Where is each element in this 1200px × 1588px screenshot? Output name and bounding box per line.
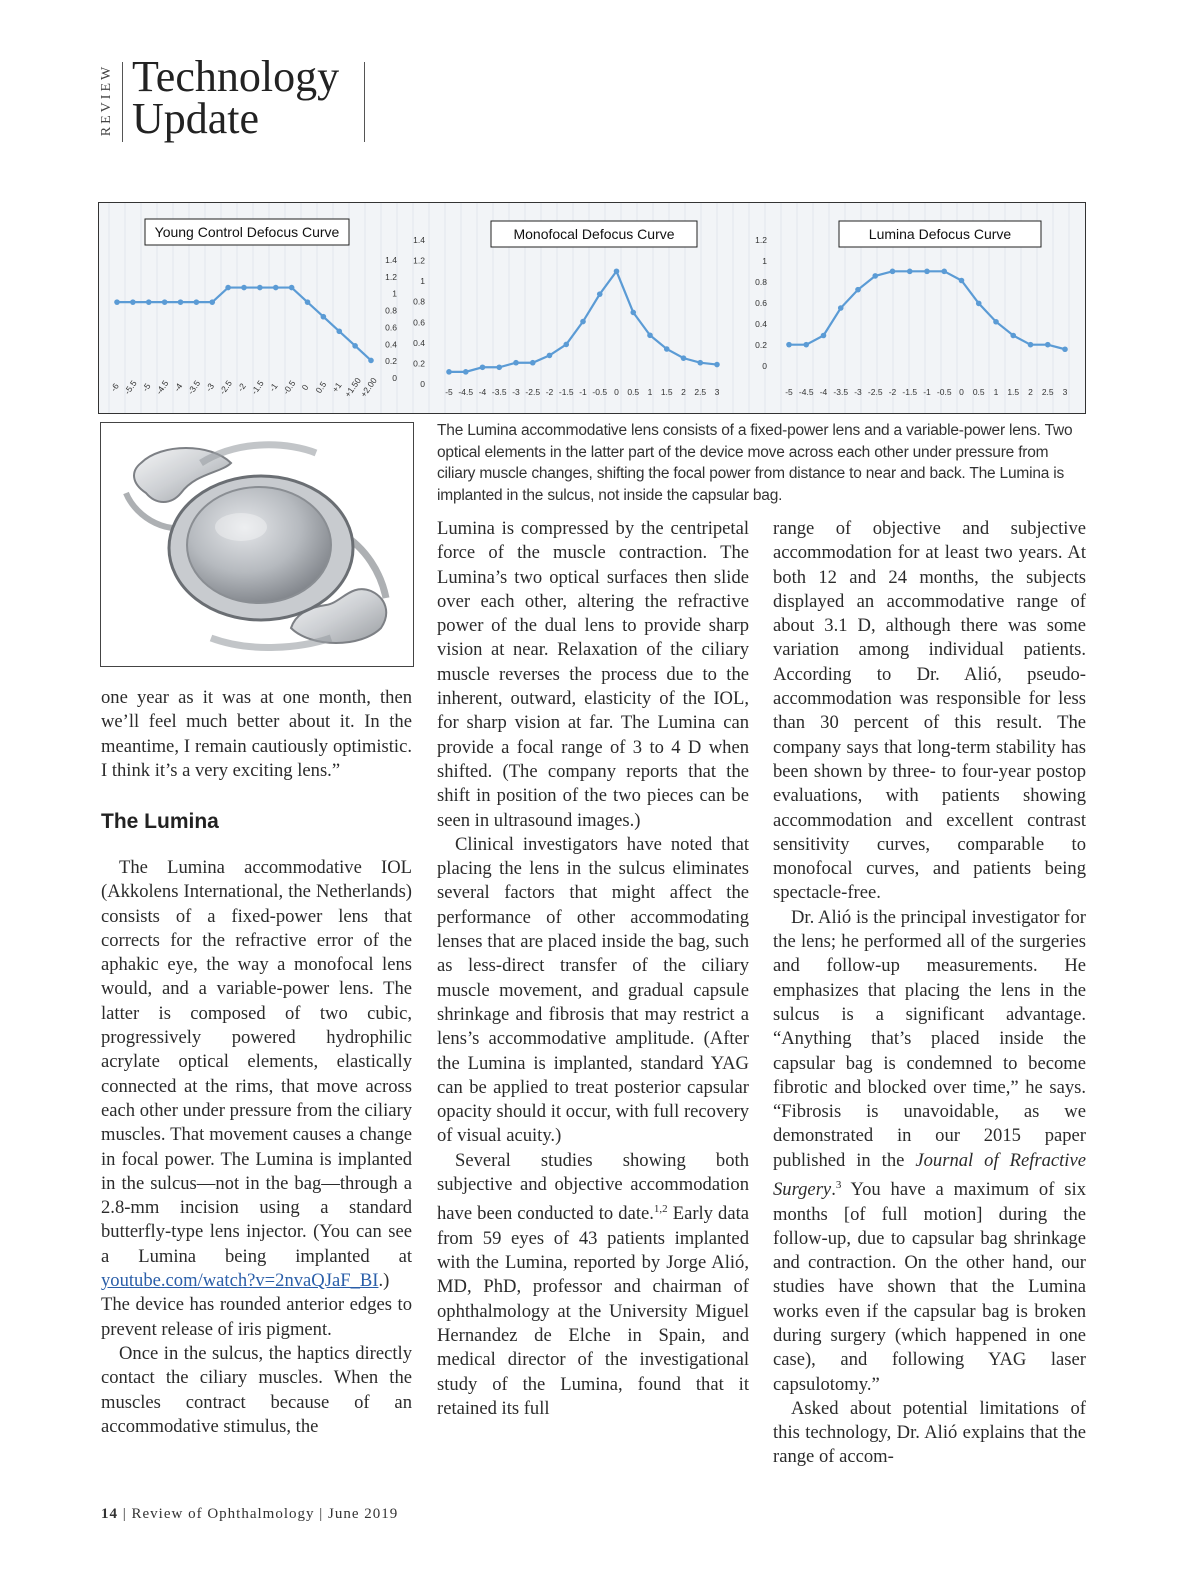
x-tick-label: -3 [203,381,217,394]
y-tick-label: 0.8 [413,296,425,307]
x-tick-label: -1.5 [249,378,266,397]
x-tick-label: -2 [888,387,897,397]
data-point [630,310,636,316]
x-tick-label: -5 [445,387,453,397]
chart-title-2: Monofocal Defocus Curve [513,226,675,242]
col3-paragraph-3: Asked about potential limitations of this technology, Dr. Alió explains that the range of accom- [773,1397,1086,1468]
data-point [513,360,519,366]
x-tick-label: 0.5 [313,379,329,395]
x-tick-label: 1 [647,387,653,397]
x-tick-label: -6 [108,381,121,394]
data-point [855,287,861,293]
col2-p3-text-a: Several studies showing both subjective and objective accommodation have been conducted to date. [437,1149,749,1225]
x-tick-label: -4.5 [798,387,814,397]
title-line-2: Update [132,94,260,143]
x-tick-label: -2.5 [867,387,883,397]
data-point [959,278,965,284]
lens-image [100,422,414,667]
x-tick-label: -0.5 [280,378,298,397]
col1-paragraph-1: one year as it was at one month, then we’ll feel much better about it. In the meantime, I remain cautiously optimistic. I think it’s a very exciting lens.” [101,687,412,781]
x-tick-label: -4.5 [153,378,171,397]
section-heading-lumina: The Lumina [101,810,219,833]
x-tick-label: 0.5 [627,387,640,397]
x-tick-label: 0 [614,387,619,397]
review-label: REVIEW [99,63,114,137]
data-point [305,299,311,305]
y-tick-label: 1.4 [385,255,397,265]
x-tick-label: -5 [140,381,153,394]
col2-paragraph-1: Lumina is compressed by the centripetal force of the muscle contraction. The Lumina’s two optical surfaces then slide over each other, altering the refractive power of the dual lens to provide sharp vision at near. Relaxation of the ciliary muscle reverses the process due to the inherent, outward, elasticity of the IOL, for sharp vision at far. The Lumina can provide a focal range of 3 to 4 D when shifted. (The company reports that the shift in position of the two pieces can be seen in ultrasound images.) [437,518,749,831]
data-point [976,301,982,307]
figure-caption: The Lumina accommodative lens consists of a fixed-power lens and a variable-power lens. Two optical elements in the latter part of the device move across each other under pressure from ciliary muscle changes, shifting the focal power from distance to near and back. The Lumina is implanted in the sulcus, not inside the capsular bag. [437,422,1073,504]
y-tick-label: 0.2 [413,358,425,369]
data-point [1062,346,1068,352]
x-tick-label: 2.5 [694,387,707,397]
y-tick-label: 1.4 [413,235,425,245]
data-point [480,364,486,370]
x-tick-label: -3 [512,387,520,397]
citation-3: 3 [835,1179,842,1192]
data-point [664,346,670,352]
x-tick-label: +1 [329,380,344,395]
data-point [614,268,620,274]
x-tick-label: 2.5 [1041,387,1054,397]
data-point [225,285,231,291]
col3-paragraph-2: Dr. Alió is the principal investigator for the lens; he performed all of the surgeries and follow-up measurements. He emphasizes that placing the lens in the sulcus is a significant advantage. “Anything that’s placed inside the capsular bag is condemned to become fibrotic and blocked over time,” he says. “Fibrosis is unavoidable, as we demonstrated in our 2015 paper published in the Journal of Refractive Surgery.$^3$ You have a maximum of six months [of full motion] during the follow-up, due to capsular bag shrinkage and contraction. On the other hand, our studies have shown that the Lumina works even if the capsular bag is broken during surgery (which happened in one case), and following YAG laser capsulotomy.” [773,906,1086,1395]
y-tick-label: 1 [392,288,397,299]
data-point [597,291,603,297]
x-tick-label: -1.5 [558,387,574,397]
x-tick-label: +2.00 [358,375,379,399]
x-tick-label: 0 [959,387,964,397]
data-point [496,364,502,370]
data-point [803,342,809,348]
column-1-body [101,856,412,1439]
data-point [257,285,263,291]
col1-paragraph-3: Once in the sulcus, the haptics directly contact the ciliary muscles. When the muscles contract because of an accommodative stimulus, the [101,1342,412,1437]
data-point [907,269,913,275]
y-tick-label: 0.6 [413,317,425,328]
col3-p2-text-a: Dr. Alió is the principal investigator for the lens; he performed all of the surgeries and follow-up measurements. He emphasizes that placing the lens in the sulcus is a significant advantage. “Anything that’s placed inside the capsular bag is condemned to become fibrotic and blocked over time,” he says. “Fibrosis is unavoidable, as we demonstrated in our 2015 paper published in the [773,906,1086,1171]
x-tick-label: 3 [714,387,720,397]
data-point [647,332,653,338]
y-tick-label: 0.8 [385,305,397,316]
citation-1-2: 1,2 [653,1203,668,1216]
x-tick-label: -4 [478,387,487,397]
col1-p2-text-b: .) The device has rounded anterior edges to prevent release of iris pigment. [101,1270,412,1340]
y-tick-label: 0 [392,373,397,383]
defocus-charts-figure [98,202,1086,414]
x-tick-label: -1.5 [902,387,918,397]
data-point [580,319,586,325]
data-point [273,285,279,291]
page-title [132,52,340,143]
data-point [336,328,342,334]
data-point [194,299,200,305]
y-tick-label: 0.4 [755,319,767,329]
data-point [821,333,827,339]
x-tick-label: -3.5 [185,378,203,397]
y-tick-label: 0 [420,379,425,389]
x-tick-label: 2 [1028,387,1033,397]
page-number: 14 [101,1506,118,1522]
y-tick-label: 1 [420,276,425,287]
data-point [321,314,327,320]
defocus-charts-svg [99,203,1085,413]
data-point [130,299,136,305]
y-tick-label: 0.4 [413,337,425,348]
chart-title-1: Young Control Defocus Curve [154,224,340,240]
journal-title: Journal of Refractive Surgery [773,1149,1086,1201]
y-tick-label: 0 [762,361,767,371]
header-rule-right [364,62,365,142]
x-tick-label: -5.5 [122,378,139,397]
y-tick-label: 0.6 [755,298,767,308]
data-point [530,360,536,366]
col3-paragraph-1: range of objective and subjective accommodation for at least two years. At both 12 and 24 months, the subjects displayed an accommodative range of about 3.1 D, although there was some variation among individual patients. According to Dr. Alió, pseudo-accommodation was responsible for less than 30 percent of this result. The company says that long-term stability has been shown by three- to four-year postop evaluations, with patients showing accommodation and excellent contrast sensitivity curves, comparable to monofocal curves, and patients being spectacle-free. [773,518,1086,904]
header-rule-left [122,62,123,142]
data-point [1045,342,1051,348]
x-tick-label: +1.50 [342,375,363,399]
x-tick-label: 1.5 [660,387,673,397]
x-tick-label: 0 [299,382,311,393]
col2-p3-text-b: Early data from 59 eyes of 43 patients implanted with the Lumina, reported by Jorge Alió, MD, PhD, professor and chairman of ophthalmology at the University Miguel Hernandez de Elche in Spain, and medical director of the investigational study of the Lumina, found that it retained its full [437,1203,749,1419]
col2-paragraph-3 [437,1149,749,1421]
data-point [463,369,469,375]
col1-p2-text-a: The Lumina accommodative IOL (Akkolens International, the Netherlands) consists of a fixed-power lens that corrects for the refractive error of the aphakic eye, the way a monofocal lens would, and a variable-power lens. The latter is composed of two cubic, progressively powered hydrophilic acrylate optical elements, elastically connected at the rims, that move across each other under pressure from the ciliary muscles. That movement causes a change in focal power. The Lumina is implanted in the sulcus—not in the bag—through a 2.8-mm incision using a standard butterfly-type lens injector. (You can see a Lumina being implanted at [101,857,412,1267]
x-tick-label: 0.5 [972,387,985,397]
data-point [786,342,792,348]
x-tick-label: -3.5 [491,387,507,397]
column-2 [437,517,749,1421]
x-tick-label: 1.5 [1007,387,1020,397]
x-tick-label: -3 [854,387,862,397]
x-tick-label: -4 [171,381,185,394]
y-tick-label: 0.8 [755,277,767,287]
data-point [563,342,569,348]
data-point [289,285,295,291]
y-tick-label: 0.6 [385,322,397,333]
col1-paragraph-2 [101,856,412,1342]
x-tick-label: -0.5 [592,387,608,397]
data-point [146,299,152,305]
data-point [241,285,247,291]
x-tick-label: -2 [235,381,248,394]
column-3 [773,517,1086,1470]
data-point [352,343,358,349]
x-tick-label: -2.5 [217,378,234,397]
data-point [838,305,844,311]
data-point [1010,333,1016,339]
col2-paragraph-2: Clinical investigators have noted that placing the lens in the sulcus eliminates several factors that might affect the performance of other accommodating lenses that are placed inside the bag, such as less-direct transfer of the ciliary muscle movement, and gradual capsule shrinkage and fibrosis that may restrict a lens’s accommodative amplitude. (After the Lumina is implanted, standard YAG can be applied to treat posterior capsular opacity should it occur, with full recovery of visual acuity.) [437,833,749,1147]
data-point [941,269,947,275]
youtube-link[interactable]: youtube.com/watch?v=2nvaQJaF_BI [101,1270,379,1292]
x-tick-label: -3.5 [833,387,849,397]
column-1-top [101,686,412,783]
x-tick-label: -1 [923,387,931,397]
col3-p2-text-b: You have a maximum of six months [of full motion] during the follow-up, due to capsular bag shrinkage and contraction. On the other hand, our studies have shown that the Lumina works even if the capsular bag is broken during surgery (which happened in one case), and following YAG laser capsulotomy.” [773,1179,1086,1395]
y-tick-label: 0.2 [385,356,397,367]
data-point [178,299,184,305]
title-line-1: Technology [132,52,340,101]
lumina-lens-illustration [101,423,413,666]
data-point [924,269,930,275]
x-tick-label: -2.5 [525,387,541,397]
issue-date: June 2019 [328,1506,399,1522]
x-tick-label: -5 [785,387,793,397]
x-tick-label: -4.5 [458,387,474,397]
data-point [714,362,720,368]
data-point [368,358,374,364]
data-point [872,273,878,279]
data-point [114,299,120,305]
y-tick-label: 0.2 [755,340,767,350]
publication-name: Review of Ophthalmology [131,1506,315,1522]
data-point [1028,342,1034,348]
x-tick-label: -1 [579,387,587,397]
x-tick-label: -4 [819,387,828,397]
data-point [697,360,703,366]
x-tick-label: 3 [1062,387,1068,397]
data-point [547,353,553,359]
y-tick-label: 1.2 [385,271,397,282]
page-footer: 14 | Review of Ophthalmology | June 2019 [101,1506,399,1522]
x-tick-label: -1 [267,381,280,394]
y-tick-label: 1.2 [755,235,767,245]
y-tick-label: 0.4 [385,339,397,350]
x-tick-label: 2 [681,387,686,397]
x-tick-label: -2 [545,387,554,397]
data-point [446,369,452,375]
data-point [993,319,999,325]
data-point [890,269,896,275]
y-tick-label: 1.2 [413,255,425,266]
review-tag [96,62,118,144]
x-tick-label: 1 [993,387,999,397]
x-tick-label: -0.5 [936,387,952,397]
data-point [162,299,168,305]
series-line-3 [789,271,1065,349]
y-tick-label: 1 [762,256,767,266]
chart-title-3: Lumina Defocus Curve [868,226,1012,242]
data-point [681,355,687,361]
data-point [209,299,215,305]
